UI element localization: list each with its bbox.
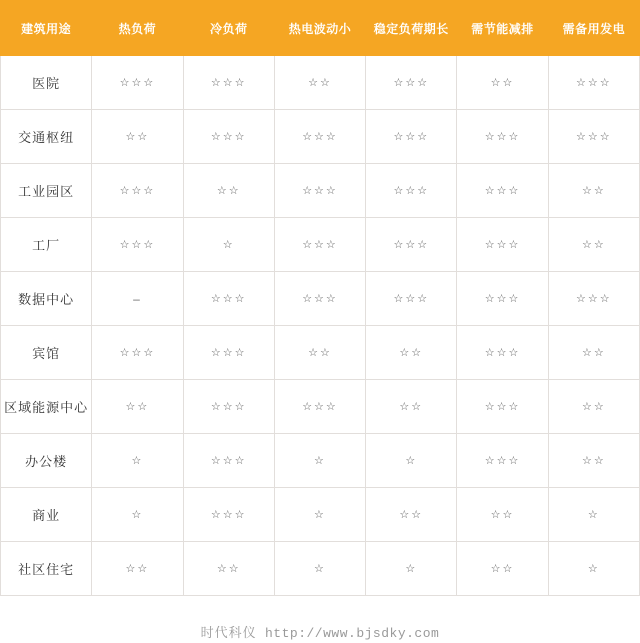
- rating-cell: ☆☆: [457, 56, 548, 110]
- table-row: [1, 488, 640, 542]
- rating-cell: ☆☆: [183, 542, 274, 596]
- rating-cell: ☆☆: [548, 380, 639, 434]
- footer-watermark: [0, 622, 640, 641]
- column-header-energy-saving: 需节能减排: [457, 1, 548, 56]
- row-label: 交通枢纽: [1, 110, 92, 164]
- rating-cell: ☆: [548, 542, 639, 596]
- no-value-dash: –: [133, 291, 142, 306]
- rating-cell: ☆☆☆: [92, 218, 183, 272]
- rating-cell: ☆☆☆: [548, 272, 639, 326]
- rating-cell: ☆☆: [92, 380, 183, 434]
- rating-cell: ☆☆: [548, 218, 639, 272]
- rating-cell: ☆☆: [366, 488, 457, 542]
- rating-cell: ☆☆: [183, 164, 274, 218]
- row-label: 医院: [1, 56, 92, 110]
- rating-cell: ☆☆: [274, 326, 365, 380]
- table-head: [1, 1, 640, 56]
- row-label: 区域能源中心: [1, 380, 92, 434]
- footer-url: http://www.bjsdky.com: [265, 626, 440, 641]
- table-row: [1, 110, 640, 164]
- table-row: [1, 326, 640, 380]
- rating-cell: ☆☆☆: [274, 272, 365, 326]
- row-label: 社区住宅: [1, 542, 92, 596]
- rating-cell: ☆☆☆: [274, 164, 365, 218]
- rating-cell: ☆☆☆: [548, 110, 639, 164]
- rating-cell: ☆☆☆: [183, 380, 274, 434]
- row-label: 宾馆: [1, 326, 92, 380]
- table-row: [1, 164, 640, 218]
- rating-cell: ☆☆☆: [92, 56, 183, 110]
- table-row: [1, 218, 640, 272]
- rating-cell: ☆☆☆: [366, 218, 457, 272]
- rating-cell: ☆☆☆: [274, 218, 365, 272]
- rating-cell: ☆☆: [274, 56, 365, 110]
- rating-cell: ☆: [366, 434, 457, 488]
- rating-cell: ☆☆☆: [366, 164, 457, 218]
- row-label: 工厂: [1, 218, 92, 272]
- rating-cell: ☆☆☆: [92, 164, 183, 218]
- table-row: [1, 434, 640, 488]
- rating-cell: ☆☆☆: [183, 110, 274, 164]
- rating-cell: ☆☆☆: [274, 380, 365, 434]
- rating-cell: ☆☆☆: [366, 272, 457, 326]
- table-row: [1, 380, 640, 434]
- rating-cell: ☆☆☆: [457, 110, 548, 164]
- column-header-stable-load-period: 稳定负荷期长: [366, 1, 457, 56]
- rating-cell: ☆☆: [92, 110, 183, 164]
- rating-cell: ☆: [92, 488, 183, 542]
- column-header-heat-load: 热负荷: [92, 1, 183, 56]
- rating-cell: ☆: [92, 434, 183, 488]
- column-header-cooling-load: 冷负荷: [183, 1, 274, 56]
- rating-cell: ☆☆☆: [183, 326, 274, 380]
- rating-cell: ☆☆: [548, 434, 639, 488]
- column-header-building-use: 建筑用途: [1, 1, 92, 56]
- rating-cell: ☆☆☆: [457, 326, 548, 380]
- column-header-low-fluctuation: 热电波动小: [274, 1, 365, 56]
- rating-cell: ☆: [366, 542, 457, 596]
- rating-cell: ☆☆☆: [183, 56, 274, 110]
- rating-cell: ☆☆: [548, 164, 639, 218]
- rating-cell: ☆☆☆: [457, 164, 548, 218]
- rating-cell: ☆: [274, 542, 365, 596]
- table-row: [1, 272, 640, 326]
- rating-cell: ☆☆☆: [92, 326, 183, 380]
- table-row: [1, 56, 640, 110]
- footer-brand: 时代科仪: [200, 625, 257, 640]
- rating-cell: ☆☆☆: [366, 110, 457, 164]
- rating-cell: ☆☆: [548, 326, 639, 380]
- table-row: [1, 542, 640, 596]
- rating-cell: ☆☆☆: [548, 56, 639, 110]
- rating-cell: ☆☆☆: [457, 218, 548, 272]
- rating-cell: ☆: [548, 488, 639, 542]
- rating-cell: ☆☆: [366, 326, 457, 380]
- table-header-row: [1, 1, 640, 56]
- rating-cell: ☆☆: [366, 380, 457, 434]
- column-header-backup-power: 需备用发电: [548, 1, 639, 56]
- rating-cell: ☆: [183, 218, 274, 272]
- rating-cell: ☆: [274, 488, 365, 542]
- row-label: 商业: [1, 488, 92, 542]
- rating-cell: ☆☆☆: [183, 434, 274, 488]
- rating-cell: ☆☆☆: [457, 272, 548, 326]
- rating-cell: ☆: [274, 434, 365, 488]
- rating-cell: ☆☆: [457, 542, 548, 596]
- rating-cell: ☆☆☆: [183, 488, 274, 542]
- rating-cell: ☆☆☆: [457, 434, 548, 488]
- rating-cell: ☆☆☆: [183, 272, 274, 326]
- row-label: 办公楼: [1, 434, 92, 488]
- rating-cell: ☆☆☆: [274, 110, 365, 164]
- rating-cell: ☆☆: [457, 488, 548, 542]
- row-label: 工业园区: [1, 164, 92, 218]
- table-body: [1, 56, 640, 596]
- rating-cell: ☆☆☆: [457, 380, 548, 434]
- row-label: 数据中心: [1, 272, 92, 326]
- rating-cell: ☆☆: [92, 542, 183, 596]
- rating-cell: [92, 272, 183, 326]
- rating-cell: ☆☆☆: [366, 56, 457, 110]
